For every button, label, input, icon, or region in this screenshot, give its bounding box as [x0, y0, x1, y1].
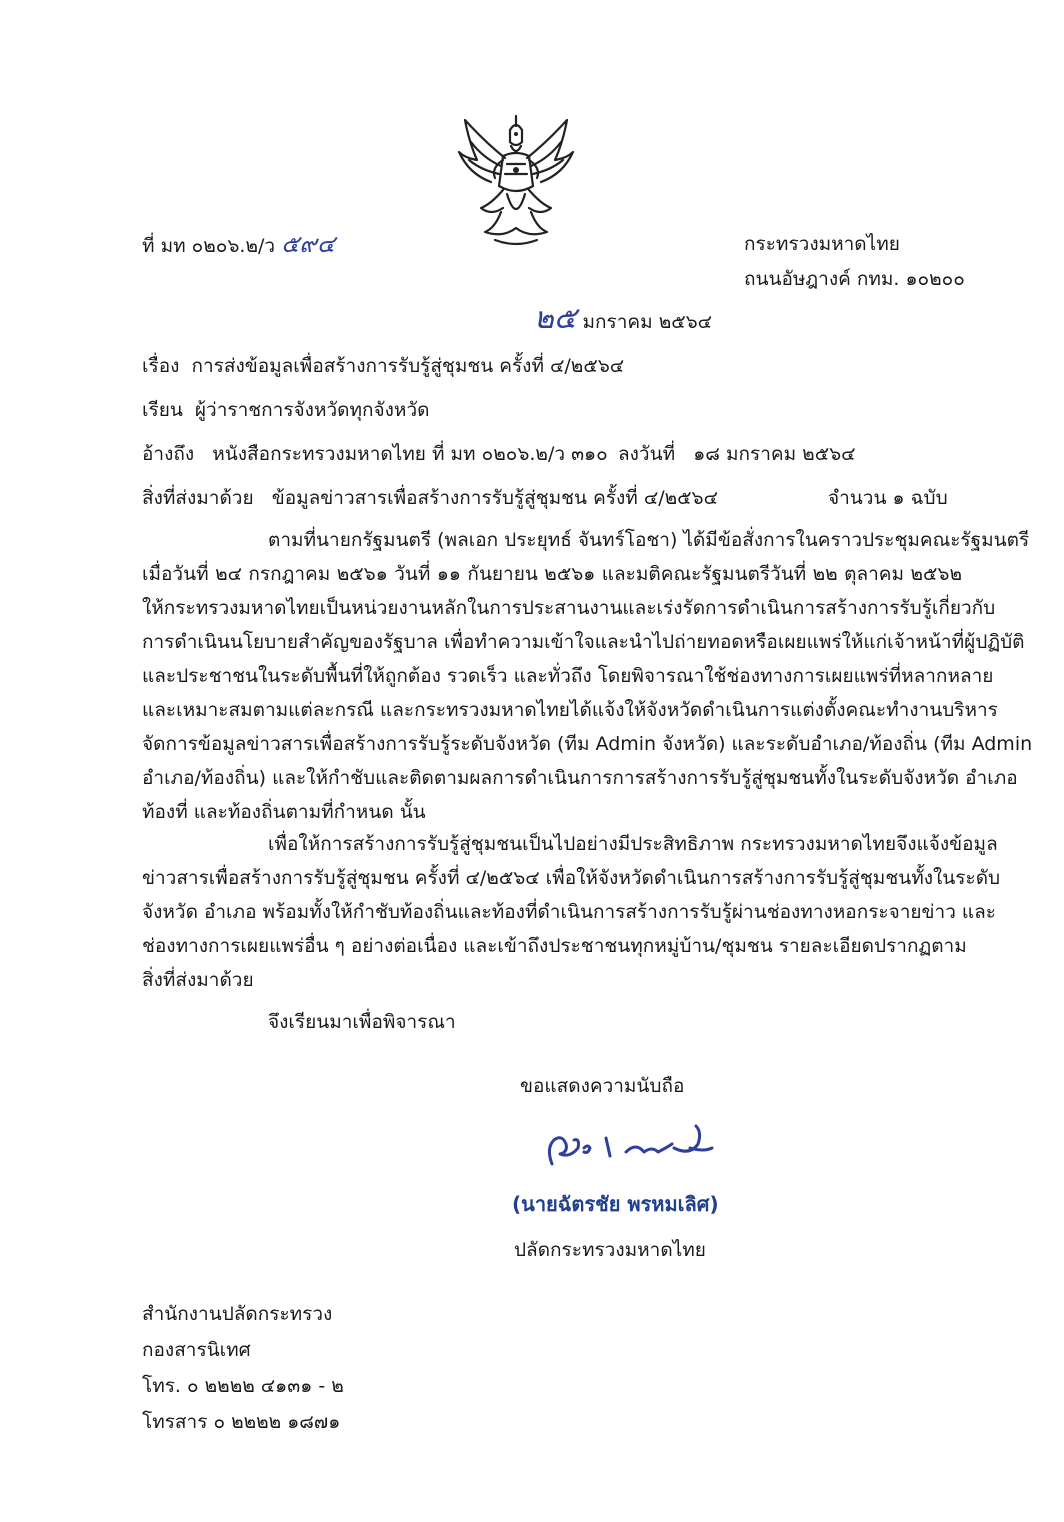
reference-line	[142, 440, 608, 468]
reference-date	[618, 440, 856, 468]
letter-date	[534, 301, 713, 336]
closing-request: จึงเรียนมาเพื่อพิจารณา	[268, 1011, 456, 1033]
enclosure-line	[142, 484, 718, 512]
paragraph-1-line: การดำเนินนโยบายสำคัญของรัฐบาล เพื่อทำความเข้าใจและนำไปถ่ายทอดหรือเผยแพร่ให้แก่เจ้าหน้าที่ผู้ปฏิบัติ	[142, 631, 1025, 653]
reference-label: อ้างถึง	[142, 443, 195, 465]
ministry-address: ถนนอัษฎางค์ กทม. ๑๐๒๐๐	[744, 268, 965, 290]
closing-salutation: ขอแสดงความนับถือ	[520, 1075, 685, 1097]
paragraph-1-line: ท้องที่ และท้องถิ่นตามที่กำหนด นั้น	[142, 801, 426, 823]
paragraph-1-line: ตามที่นายกรัฐมนตรี (พลเอก ประยุทธ์ จันทร์โอชา) ได้มีข้อสั่งการในคราวประชุมคณะรัฐมนตรี	[268, 529, 1030, 551]
recipient-label: เรียน	[142, 399, 183, 421]
paragraph-1-line: อำเภอ/ท้องถิ่น) และให้กำชับและติดตามผลการดำเนินการการสร้างการรับรู้สู่ชุมชนทั้งในระดับจังหวัด อำเภอ	[142, 767, 1018, 789]
paragraph-2-line: สิ่งที่ส่งมาด้วย	[142, 969, 254, 991]
subject-label: เรื่อง	[142, 355, 180, 377]
footer-office: สำนักงานปลัดกระทรวง	[142, 1303, 333, 1325]
paragraph-2-line: เพื่อให้การสร้างการรับรู้สู่ชุมชนเป็นไปอย่างมีประสิทธิภาพ กระทรวงมหาดไทยจึงแจ้งข้อมูล	[268, 833, 998, 855]
reference-number-printed: ที่ มท ๐๒๐๖.๒/ว	[142, 235, 276, 257]
ministry-name: กระทรวงมหาดไทย	[744, 233, 900, 255]
recipient-line	[142, 396, 429, 424]
paragraph-1-line: จัดการข้อมูลข่าวสารเพื่อสร้างการรับรู้ระดับจังหวัด (ทีม Admin จังหวัด) และระดับอำเภอ/ท้องถิ่น (ทีม Admin	[142, 733, 1033, 755]
paragraph-2-line: ช่องทางการเผยแพร่อื่น ๆ อย่างต่อเนื่อง และเข้าถึงประชาชนทุกหมู่บ้าน/ชุมชน รายละเอียดปรากฏตาม	[142, 935, 967, 957]
paragraph-2-line: ข่าวสารเพื่อสร้างการรับรู้สู่ชุมชน ครั้งที่ ๔/๒๕๖๔ เพื่อให้จังหวัดดำเนินการสร้างการรับรู้สู่ชุมชนทั้งในระดับ	[142, 867, 1001, 889]
body-paragraph-1	[142, 523, 1033, 829]
paragraph-1-line: ให้กระทรวงมหาดไทยเป็นหน่วยงานหลักในการประสานงานและเร่งรัดการดำเนินการสร้างการรับรู้เกี่ยวกับ	[142, 597, 996, 619]
garuda-emblem-icon	[455, 112, 577, 250]
subject-text: การส่งข้อมูลเพื่อสร้างการรับรู้สู่ชุมชน ครั้งที่ ๔/๒๕๖๔	[191, 355, 625, 377]
footer-fax: โทรสาร ๐ ๒๒๒๒ ๑๘๗๑	[142, 1411, 341, 1433]
subject-line	[142, 352, 624, 380]
signatory-title: ปลัดกระทรวงมหาดไทย	[514, 1239, 706, 1261]
signatory-name: (นายฉัตรชัย พรหมเลิศ)	[512, 1192, 719, 1216]
reference-date-label: ลงวันที่	[618, 443, 676, 465]
date-day-handwritten: ๒๕	[534, 301, 577, 336]
paragraph-2-line: จังหวัด อำเภอ พร้อมทั้งให้กำชับท้องถิ่นและท้องที่ดำเนินการสร้างการรับรู้ผ่านช่องทางหอกระจายข่าว และ	[142, 901, 997, 923]
handwritten-signature	[540, 1118, 720, 1174]
reference-number-handwritten: ๕๙๔	[281, 230, 336, 258]
date-month-year: มกราคม ๒๕๖๔	[582, 311, 713, 333]
paragraph-1-line: เมื่อวันที่ ๒๔ กรกฎาคม ๒๕๖๑ วันที่ ๑๑ กันยายน ๒๕๖๑ และมติคณะรัฐมนตรีวันที่ ๒๒ ตุลาคม ๒๕๖๒	[142, 563, 962, 585]
enclosure-text: ข้อมูลข่าวสารเพื่อสร้างการรับรู้สู่ชุมชน ครั้งที่ ๔/๒๕๖๔	[271, 487, 718, 509]
body-paragraph-2	[142, 827, 1001, 997]
reference-text: หนังสือกระทรวงมหาดไทย ที่ มท ๐๒๐๖.๒/ว ๓๑๐	[212, 443, 608, 465]
footer-division: กองสารนิเทศ	[142, 1339, 251, 1361]
paragraph-1-line: และเหมาะสมตามแต่ละกรณี และกระทรวงมหาดไทยได้แจ้งให้จังหวัดดำเนินการแต่งตั้งคณะทำงานบริหาร	[142, 699, 998, 721]
reference-number	[142, 230, 335, 260]
recipient-text: ผู้ว่าราชการจังหวัดทุกจังหวัด	[194, 399, 430, 421]
enclosure-label: สิ่งที่ส่งมาด้วย	[142, 487, 254, 509]
reference-date-value: ๑๘ มกราคม ๒๕๖๔	[693, 443, 856, 465]
paragraph-1-line: และประชาชนในระดับพื้นที่ให้ถูกต้อง รวดเร็ว และทั่วถึง โดยพิจารณาใช้ช่องทางการเผยแพร่ที่หลากหลาย	[142, 665, 994, 687]
footer-phone: โทร. ๐ ๒๒๒๒ ๔๑๓๑ - ๒	[142, 1375, 344, 1397]
enclosure-count: จำนวน ๑ ฉบับ	[828, 487, 948, 509]
